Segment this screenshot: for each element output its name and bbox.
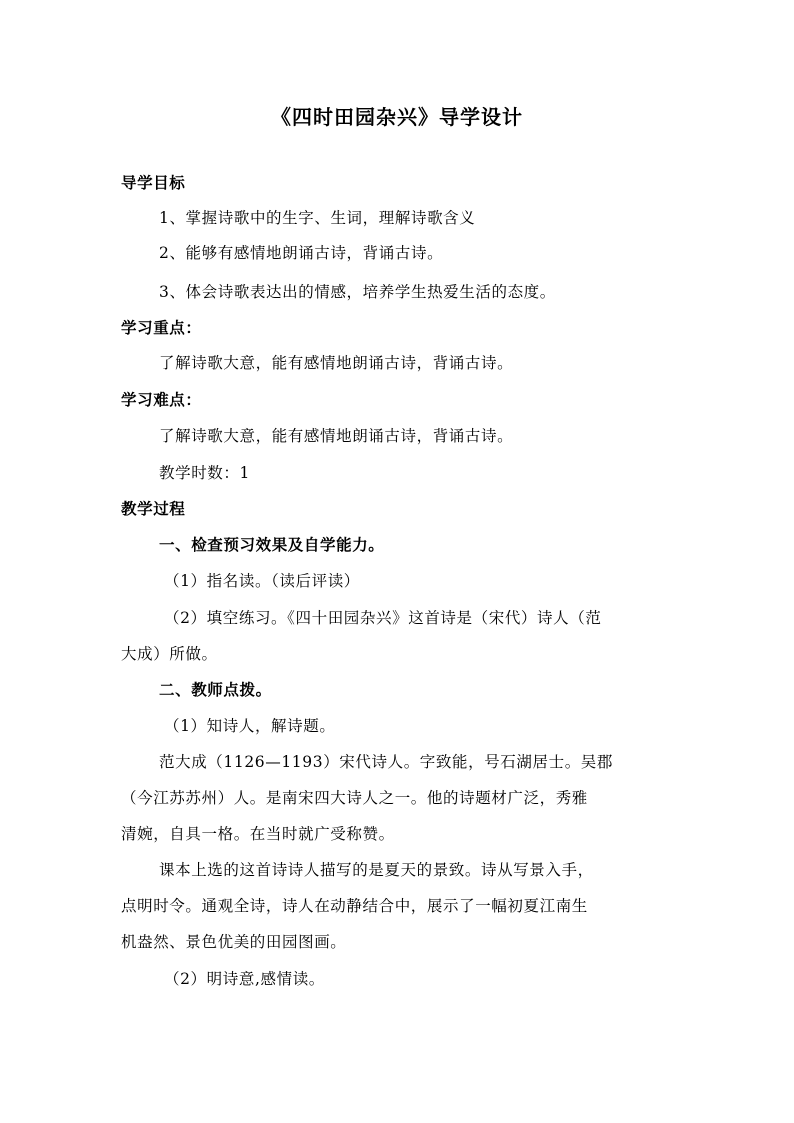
poet-bio-line-2: （今江苏苏州）人。是南宋四大诗人之一。他的诗题材广泛，秀雅 — [121, 789, 588, 807]
poet-bio-line-1: 范大成（1126—1193）宋代诗人。字致能，号石湖居士。吴郡 — [159, 753, 613, 771]
section-2-item-2: （2）明诗意,感情读。 — [164, 970, 325, 988]
poem-intro-line-1: 课本上选的这首诗诗人描写的是夏天的景致。诗从写景入手， — [159, 861, 594, 879]
section-1-item-1: （1）指名读。（读后评读） — [164, 572, 360, 590]
objective-2: 2、能够有感情地朗诵古诗，背诵古诗。 — [159, 244, 444, 262]
difficulties-text: 了解诗歌大意，能有感情地朗诵古诗，背诵古诗。 — [159, 427, 514, 445]
section-1-item-2: （2）填空练习。《四十田园杂兴》这首诗是（宋代）诗人（范 — [164, 609, 602, 627]
objective-3: 3、体会诗歌表达出的情感，培养学生热爱生活的态度。 — [159, 283, 556, 301]
document-title: 《四时田园杂兴》导学设计 — [271, 105, 523, 129]
poem-intro-line-3: 机盎然、景色优美的田园图画。 — [121, 933, 347, 951]
section-1-item-2-cont: 大成）所做。 — [121, 645, 218, 663]
heading-objectives: 导学目标 — [121, 173, 186, 192]
heading-key-points: 学习重点： — [121, 318, 202, 337]
heading-process: 教学过程 — [121, 499, 186, 518]
poet-bio-line-3: 清婉，自具一格。在当时就广受称赞。 — [121, 825, 395, 843]
section-2-heading: 二、教师点拨。 — [159, 680, 272, 699]
objective-1: 1、掌握诗歌中的生字、生词，理解诗歌含义 — [159, 209, 476, 227]
heading-difficulties: 学习难点： — [121, 390, 202, 409]
section-1-heading: 一、检查预习效果及自学能力。 — [159, 535, 385, 554]
section-2-item-1: （1）知诗人，解诗题。 — [164, 717, 336, 735]
key-points-text: 了解诗歌大意，能有感情地朗诵古诗，背诵古诗。 — [159, 354, 514, 372]
teaching-hours: 教学时数：1 — [159, 464, 250, 482]
poem-intro-line-2: 点明时令。通观全诗，诗人在动静结合中，展示了一幅初夏江南生 — [121, 897, 588, 915]
